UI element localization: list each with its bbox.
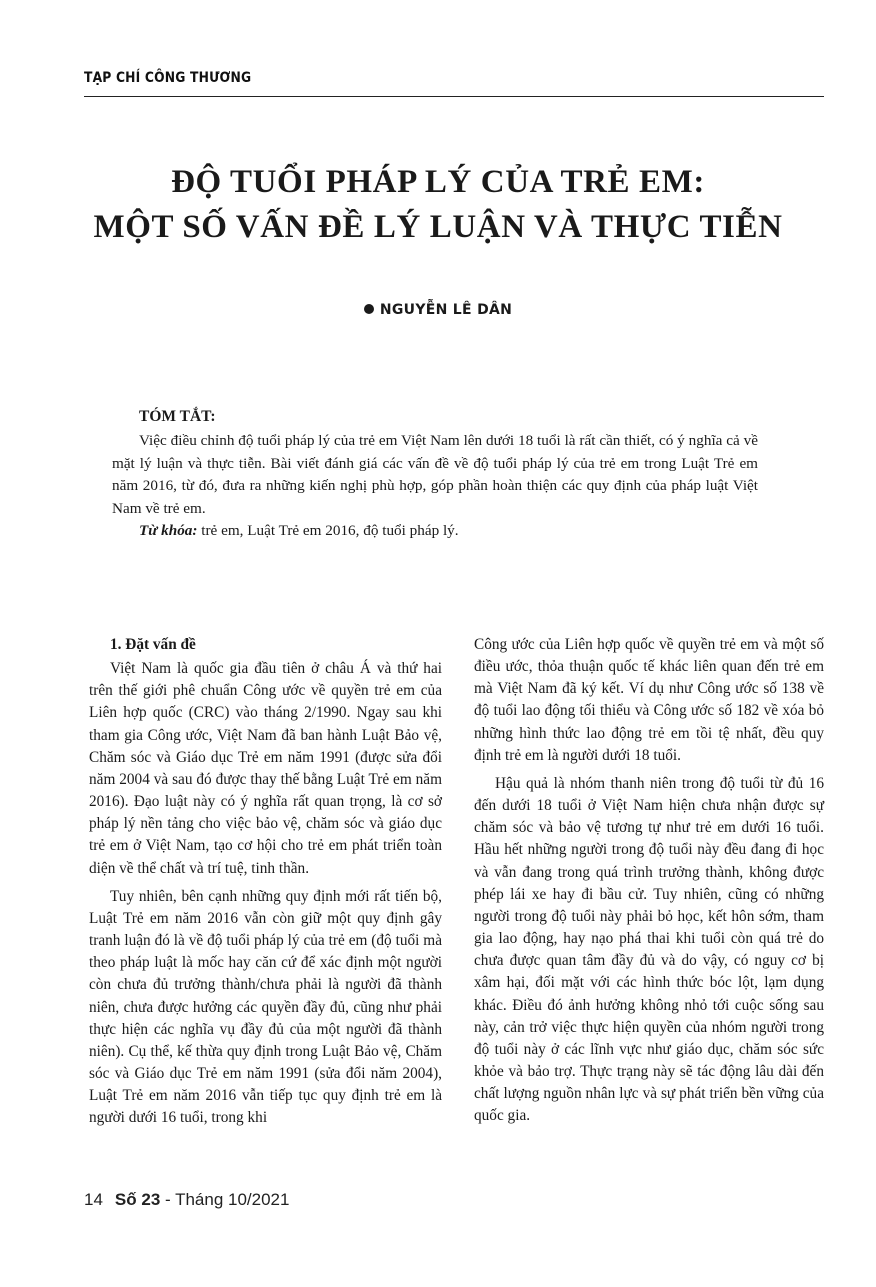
keywords-label: Từ khóa: (139, 522, 198, 540)
issue-info (115, 1190, 290, 1209)
author-name: NGUYỄN LÊ DÂN (379, 302, 513, 318)
section-heading: 1. Đặt vấn đề (110, 636, 196, 653)
abstract-block (112, 406, 758, 542)
bullet-icon (364, 304, 374, 314)
right-column (474, 634, 824, 1133)
abstract-heading: TÓM TẮT: (139, 408, 216, 425)
left-column (89, 634, 442, 1135)
keywords-list: trẻ em, Luật Trẻ em 2016, độ tuổi pháp lý. (197, 522, 459, 540)
issue-number: Số 23 (114, 1190, 161, 1209)
header-rule (84, 96, 824, 97)
author-byline (0, 302, 876, 318)
paragraph: Hậu quả là nhóm thanh niên trong độ tuổi từ đủ 16 đến dưới 18 tuổi ở Việt Nam hiện chưa nhận được sự chăm sóc và bảo vệ tương tự như trẻ em dưới 16 tuổi. Hầu hết những người trong độ tuổi này đều đang đi học và vẫn đang trong quá trình trưởng thành, không được phép lái xe hay đi bầu cử. Tuy nhiên, cũng có những người trong độ tuổi này phải bỏ học, kết hôn sớm, tham gia lao động, hay nạo phá thai khi tuổi còn quá trẻ do chưa được quan tâm đầy đủ và do vậy, có nguy cơ bị xâm hại, đối mặt với các hình thức bóc lột, lạm dụng khác. Điều đó ảnh hưởng không nhỏ tới cuộc sống sau này, cản trở việc thực hiện quyền của nhóm người trong độ tuổi này ở các lĩnh vực như giáo dục, chăm sóc sức khỏe và bảo trợ. Thực trạng này sẽ tác động lâu dài đến chất lượng nguồn nhân lực và sự phát triển bền vững của quốc gia. (474, 774, 824, 1125)
paragraph: Tuy nhiên, bên cạnh những quy định mới rất tiến bộ, Luật Trẻ em năm 2016 vẫn còn giữ một quy định gây tranh luận đó là về độ tuổi pháp lý của trẻ em (độ tuổi mà theo pháp luật là mốc hay căn cứ để xác định một người còn chưa đủ trưởng thành/chưa phải là người đã thành niên, chưa được hưởng các quyền đầy đủ, cũng như phải thực hiện các nghĩa vụ đầy đủ của một người đã thành niên). Cụ thể, kế thừa quy định trong Luật Bảo vệ, Chăm sóc và Giáo dục Trẻ em năm 1991 (sửa đổi năm 2004), Luật Trẻ em năm 2016 vẫn tiếp tục quy định trẻ em là người dưới 16 tuổi, trong khi (89, 887, 442, 1127)
article-title (60, 160, 816, 250)
page-number: 14 (84, 1190, 103, 1209)
page-footer (84, 1190, 289, 1210)
paragraph: Việt Nam là quốc gia đầu tiên ở châu Á và thứ hai trên thế giới phê chuẩn Công ước về quyền trẻ em của Liên hợp quốc (CRC) vào tháng 2/1990. Ngay sau khi tham gia Công ước, Việt Nam đã ban hành Luật Bảo vệ, Chăm sóc và Giáo dục Trẻ em năm 1991 (được sửa đổi năm 2004 và sau đó được thay thế bằng Luật Trẻ em năm 2016). Đạo luật này có ý nghĩa rất quan trọng, là cơ sở pháp lý nền tảng cho việc bảo vệ, chăm sóc và giáo dục trẻ em ở Việt Nam, tạo cơ hội cho trẻ em phát triển toàn diện về thể chất và trí tuệ, tinh thần. (89, 660, 442, 877)
keywords-line (112, 520, 758, 542)
abstract-body: Việc điều chỉnh độ tuổi pháp lý của trẻ em Việt Nam lên dưới 18 tuổi là rất cần thiết, có ý nghĩa cả về mặt lý luận và thực tiễn. Bài viết đánh giá các vấn đề về độ tuổi pháp lý của trẻ em trong Luật Trẻ em năm 2016, từ đó, đưa ra những kiến nghị phù hợp, góp phần hoàn thiện các quy định của pháp luật Việt Nam về trẻ em. (112, 432, 758, 517)
journal-header: TẠP CHÍ CÔNG THƯƠNG (84, 70, 252, 86)
article-title-line-2: MỘT SỐ VẤN ĐỀ LÝ LUẬN VÀ THỰC TIỄN (93, 209, 783, 245)
paragraph: Công ước của Liên hợp quốc về quyền trẻ em và một số điều ước, thỏa thuận quốc tế khác liên quan đến trẻ em mà Việt Nam đã ký kết. Ví dụ như Công ước số 138 về độ tuổi lao động tối thiểu và Công ước số 182 về xóa bỏ những hình thức lao động trẻ em tồi tệ nhất, đều quy định trẻ em là người dưới 18 tuổi. (474, 636, 824, 764)
issue-date: - Tháng 10/2021 (160, 1190, 290, 1209)
article-title-line-1: ĐỘ TUỔI PHÁP LÝ CỦA TRẺ EM: (171, 164, 705, 200)
